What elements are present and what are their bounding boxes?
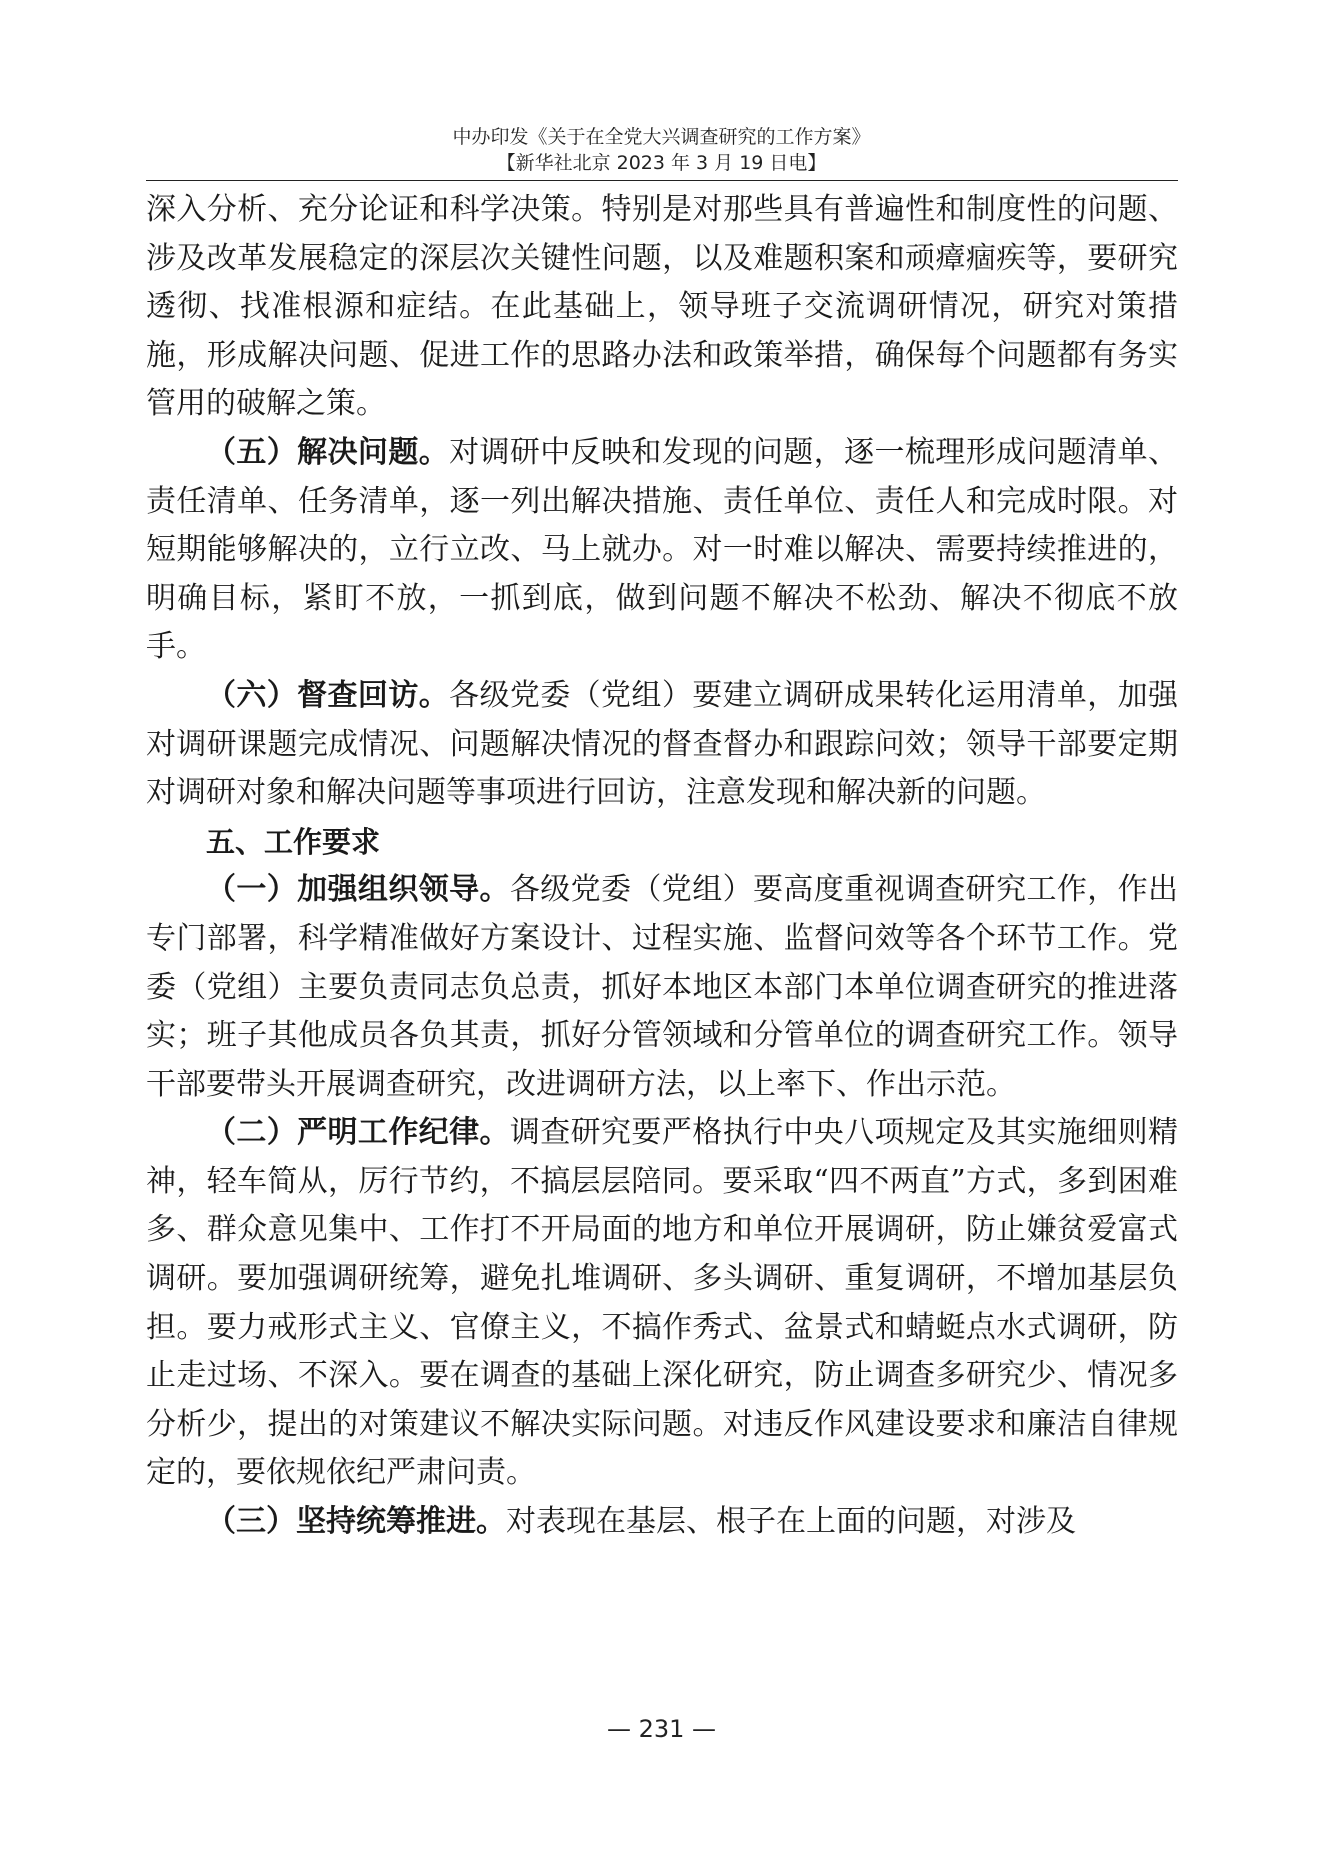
paragraph-requirement-1	[146, 866, 1178, 1109]
section-heading: 五、工作要求	[206, 824, 381, 859]
page-number: — 231 —	[606, 1715, 717, 1743]
requirement-1-lead: （一）加强组织领导。	[206, 872, 510, 908]
paragraph-requirement-3	[146, 1498, 1178, 1547]
requirement-3-text: 对表现在基层、根子在上面的问题，对涉及	[506, 1504, 1076, 1540]
item-5-lead: （五）解决问题。	[206, 434, 450, 470]
paragraph-continuation: 深入分析、充分论证和科学决策。特别是对那些具有普遍性和制度性的问题、涉及改革发展稳定的深层次关键性问题，以及难题积案和顽瘴痼疾等，要研究透彻、找准根源和症结。在此基础上，领导班子交流调研情况，研究对策措施，形成解决问题、促进工作的思路办法和政策举措，确保每个问题都有务实管用的破解之策。	[146, 192, 1178, 422]
document-header	[0, 124, 1323, 176]
item-6-lead: （六）督查回访。	[206, 677, 450, 713]
header-title: 中办印发《关于在全党大兴调查研究的工作方案》	[452, 126, 871, 148]
header-source: 【新华社北京 2023 年 3 月 19 日电】	[496, 152, 827, 174]
item-5-text: 对调研中反映和发现的问题，逐一梳理形成问题清单、责任清单、任务清单，逐一列出解决措施、责任单位、责任人和完成时限。对短期能够解决的，立行立改、马上就办。对一时难以解决、需要持续推进的，明确目标，紧盯不放，一抓到底，做到问题不解决不松劲、解决不彻底不放手。	[146, 434, 1179, 665]
header-divider	[146, 180, 1178, 181]
paragraph-item-5	[146, 429, 1178, 672]
requirement-2-text: 调查研究要严格执行中央八项规定及其实施细则精神，轻车简从，厉行节约，不搞层层陪同。要采取“四不两直”方式，多到困难多、群众意见集中、工作打不开局面的地方和单位开展调研，防止嫌贫爱富式调研。要加强调研统筹，避免扎堆调研、多头调研、重复调研，不增加基层负担。要力戒形式主义、官僚主义，不搞作秀式、盆景式和蜻蜓点水式调研，防止走过场、不深入。要在调查的基础上深化研究，防止调查多研究少、情况多分析少，提出的对策建议不解决实际问题。对违反作风建设要求和廉洁自律规定的，要依规依纪严肃问责。	[146, 1115, 1179, 1491]
requirement-3-lead: （三）坚持统筹推进。	[206, 1504, 506, 1540]
paragraph-requirement-2	[146, 1109, 1178, 1498]
item-6-text: 各级党委（党组）要建立调研成果转化运用清单，加强对调研课题完成情况、问题解决情况的督查督办和跟踪问效；领导干部要定期对调研对象和解决问题等事项进行回访，注意发现和解决新的问题。	[146, 677, 1179, 811]
document-body	[146, 186, 1178, 1547]
requirement-2-lead: （二）严明工作纪律。	[206, 1115, 510, 1151]
paragraph-item-6	[146, 672, 1178, 818]
requirement-1-text: 各级党委（党组）要高度重视调查研究工作，作出专门部署，科学精准做好方案设计、过程实施、监督问效等各个环节工作。党委（党组）主要负责同志负总责，抓好本地区本部门本单位调查研究的推进落实；班子其他成员各负其责，抓好分管领域和分管单位的调查研究工作。领导干部要带头开展调查研究，改进调研方法，以上率下、作出示范。	[146, 872, 1179, 1102]
